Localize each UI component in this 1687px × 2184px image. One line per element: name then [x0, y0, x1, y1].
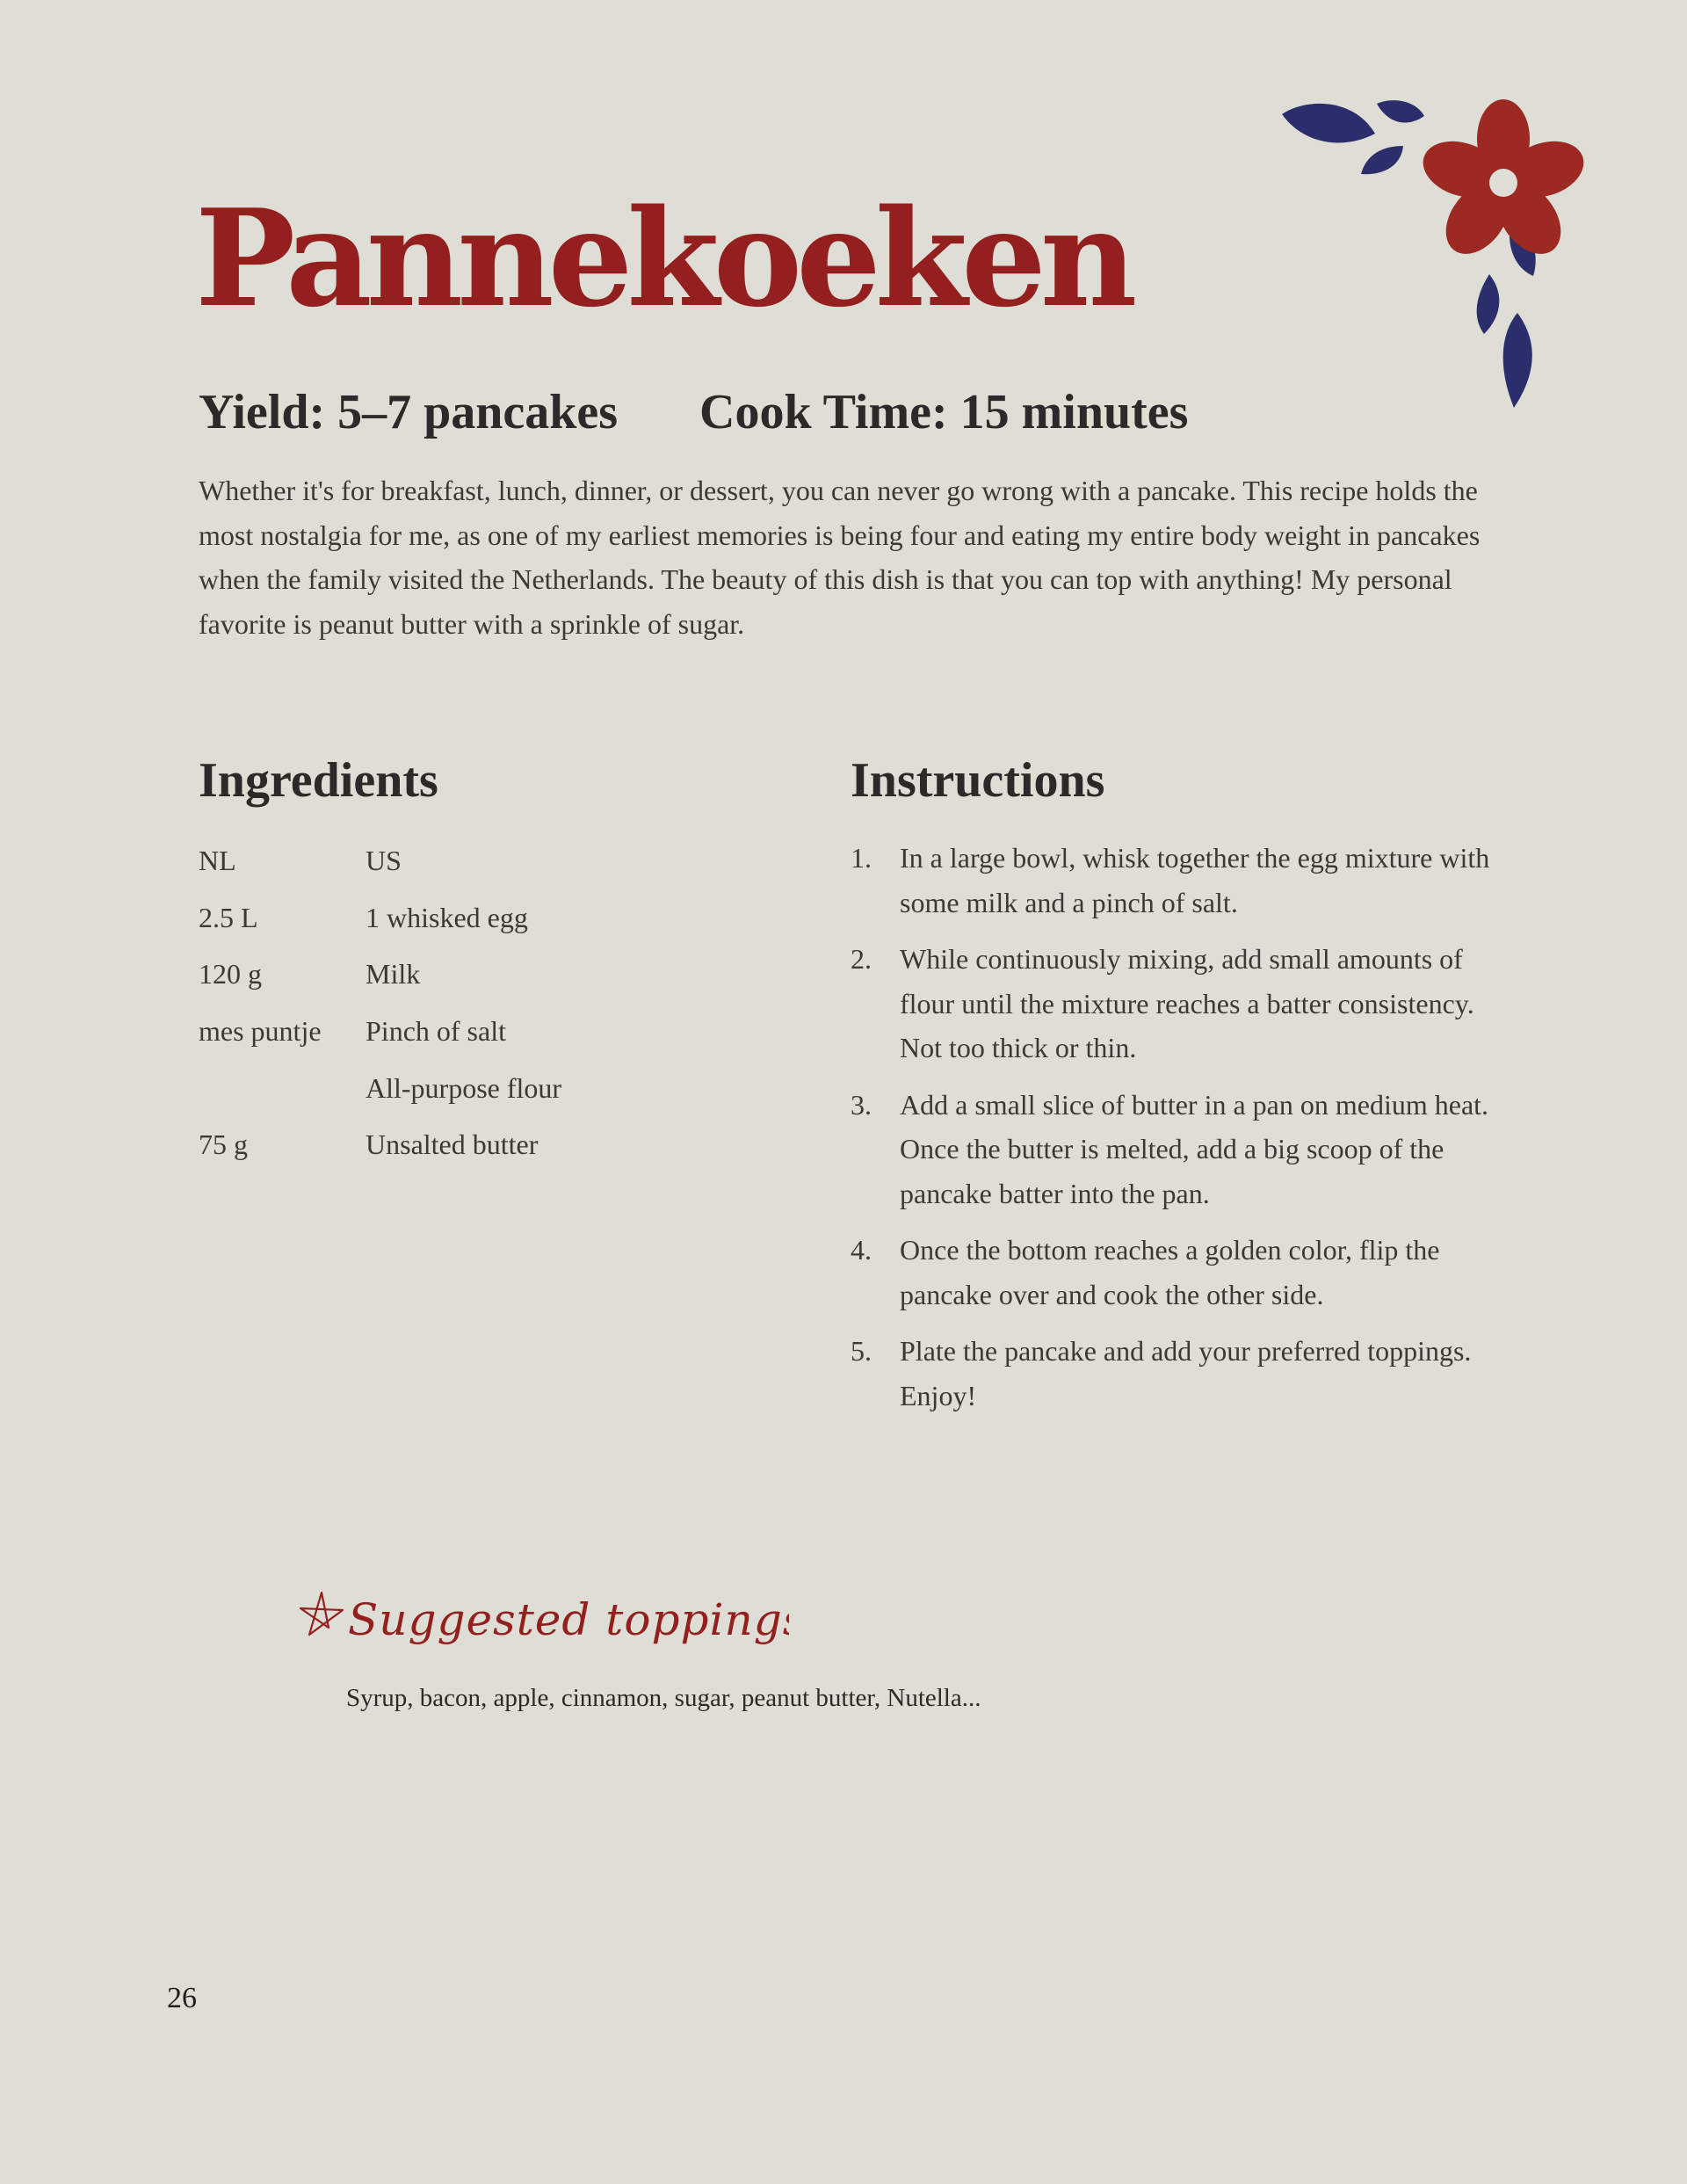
ingredient-us: Milk [366, 958, 421, 990]
ingredient-us: All-purpose flour [366, 1071, 562, 1104]
step-text: While continuously mixing, add small amounts of flour until the mixture reaches a batter consistency. Not too thick or thin. [900, 943, 1474, 1063]
step-number: 2. [851, 943, 872, 975]
step-number: 3. [851, 1088, 872, 1121]
toppings-heading-text: Suggested toppings: [348, 1594, 789, 1645]
step-number: 1. [851, 842, 872, 874]
intro-paragraph: Whether it's for breakfast, lunch, dinner, or dessert, you can never go wrong with a pancake. This recipe holds the most nostalgia for me, as one of my earliest memories is being four and eating my entire body weight in pancakes when the family visited the Netherlands. The beauty of this dish is that you can top with anything! My personal favorite is peanut butter with a sprinkle of sugar. [199, 475, 1481, 640]
instructions-heading: Instructions [851, 753, 1105, 808]
ingredient-nl: 120 g [199, 958, 262, 990]
column-header-us: US [366, 845, 402, 876]
leaf-icon [1282, 104, 1375, 143]
leaf-icon [1477, 274, 1500, 334]
instructions-list [851, 836, 1518, 1430]
step-text: Add a small slice of butter in a pan on medium heat. Once the butter is melted, add a big scoop of the pancake batter into the pan. [900, 1088, 1489, 1209]
instruction-step [851, 1329, 1518, 1418]
step-text: In a large bowl, whisk together the egg mixture with some milk and a pinch of salt. [900, 842, 1490, 918]
leaf-icon [1377, 100, 1424, 122]
step-number: 5. [851, 1335, 872, 1367]
page-number: 26 [167, 1982, 197, 2014]
ingredient-nl [199, 1067, 366, 1124]
ingredient-nl: 2.5 L [199, 901, 258, 933]
ingredient-us: Unsalted butter [366, 1128, 539, 1161]
leaf-icon [1503, 313, 1532, 408]
ingredient-row [199, 1123, 691, 1180]
instruction-step [851, 1228, 1518, 1317]
step-text: Plate the pancake and add your preferred toppings. Enjoy! [900, 1335, 1472, 1411]
ingredient-row [199, 1010, 691, 1067]
ingredients-heading: Ingredients [199, 753, 438, 808]
ingredient-row [199, 1067, 691, 1124]
ingredient-nl: 75 g [199, 1128, 248, 1161]
cook-time: Cook Time: 15 minutes [699, 385, 1189, 439]
toppings-list: Syrup, bacon, apple, cinnamon, sugar, peanut butter, Nutella... [346, 1684, 981, 1712]
yield: Yield: 5–7 pancakes [199, 385, 619, 439]
ingredient-row [199, 953, 691, 1010]
ingredient-us: Pinch of salt [366, 1015, 506, 1048]
flower-center-icon [1489, 169, 1517, 197]
leaf-icon [1361, 146, 1403, 174]
step-number: 4. [851, 1234, 872, 1266]
toppings-heading [297, 1584, 789, 1663]
ingredient-row [199, 896, 691, 954]
recipe-title: Pannekoeken [195, 179, 1132, 337]
instruction-step [851, 1083, 1518, 1216]
ingredients-header-row [199, 839, 691, 896]
ingredient-nl: mes puntje [199, 1015, 322, 1048]
flower-illustration [1270, 88, 1604, 422]
instruction-step [851, 836, 1518, 925]
step-text: Once the bottom reaches a golden color, flip the pancake over and cook the other side. [900, 1234, 1440, 1310]
star-icon [297, 1584, 789, 1663]
column-header-nl: NL [199, 845, 236, 876]
instruction-step [851, 937, 1518, 1070]
ingredient-us: 1 whisked egg [366, 901, 528, 933]
ingredients-table [199, 839, 691, 1180]
